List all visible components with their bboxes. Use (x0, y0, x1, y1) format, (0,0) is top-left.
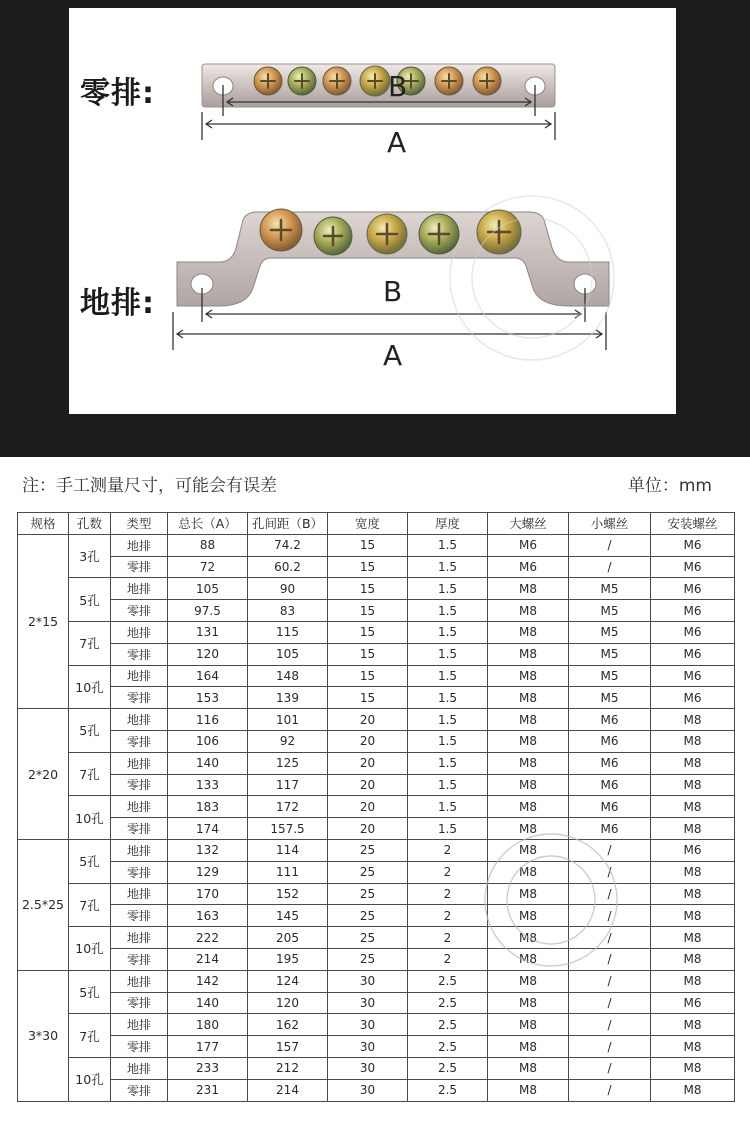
total-length-cell: 214 (168, 948, 248, 970)
width-cell: 15 (328, 556, 408, 578)
col-header: 类型 (111, 513, 168, 535)
hole-spacing-cell: 105 (248, 643, 328, 665)
mount-screw-cell: M8 (651, 774, 735, 796)
large-screw-cell: M8 (488, 600, 569, 622)
hole-spacing-cell: 117 (248, 774, 328, 796)
thickness-cell: 2 (408, 839, 488, 861)
table-row (18, 665, 735, 687)
total-length-cell: 132 (168, 839, 248, 861)
large-screw-cell: M6 (488, 556, 569, 578)
type-cell: 零排 (111, 948, 168, 970)
total-length-cell: 142 (168, 970, 248, 992)
large-screw-cell: M8 (488, 687, 569, 709)
width-cell: 15 (328, 665, 408, 687)
mount-screw-cell: M6 (651, 600, 735, 622)
product-photo-band (0, 0, 750, 457)
hole-count-cell: 10孔 (69, 927, 111, 971)
table-row (18, 621, 735, 643)
mount-screw-cell: M8 (651, 861, 735, 883)
width-cell: 20 (328, 818, 408, 840)
total-length-cell: 177 (168, 1036, 248, 1058)
col-header: 宽度 (328, 513, 408, 535)
col-header: 孔数 (69, 513, 111, 535)
total-length-cell: 116 (168, 709, 248, 731)
thickness-cell: 2.5 (408, 1079, 488, 1101)
table-row (18, 709, 735, 731)
large-screw-cell: M8 (488, 1014, 569, 1036)
spec-cell: 2*15 (18, 534, 69, 708)
small-screw-cell: / (569, 883, 651, 905)
hole-count-cell: 7孔 (69, 621, 111, 665)
col-header: 总长（A） (168, 513, 248, 535)
ground-dim-b: B (383, 275, 403, 308)
hole-spacing-cell: 145 (248, 905, 328, 927)
mount-screw-cell: M8 (651, 1079, 735, 1101)
col-header: 规格 (18, 513, 69, 535)
hole-count-cell: 7孔 (69, 752, 111, 796)
mount-screw-cell: M8 (651, 709, 735, 731)
thickness-cell: 2.5 (408, 992, 488, 1014)
total-length-cell: 140 (168, 752, 248, 774)
type-cell: 零排 (111, 643, 168, 665)
col-header: 安装螺丝 (651, 513, 735, 535)
mount-screw-cell: M8 (651, 927, 735, 949)
table-row (18, 818, 735, 840)
mount-screw-cell: M8 (651, 1036, 735, 1058)
thickness-cell: 2 (408, 905, 488, 927)
hole-count-cell: 5孔 (69, 970, 111, 1014)
thickness-cell: 1.5 (408, 600, 488, 622)
table-row (18, 1057, 735, 1079)
type-cell: 零排 (111, 905, 168, 927)
type-cell: 地排 (111, 796, 168, 818)
table-row (18, 752, 735, 774)
hole-spacing-cell: 157 (248, 1036, 328, 1058)
total-length-cell: 174 (168, 818, 248, 840)
table-row (18, 600, 735, 622)
table-row (18, 774, 735, 796)
mount-screw-cell: M6 (651, 665, 735, 687)
total-length-cell: 183 (168, 796, 248, 818)
mount-screw-cell: M6 (651, 534, 735, 556)
width-cell: 15 (328, 600, 408, 622)
small-screw-cell: M6 (569, 796, 651, 818)
large-screw-cell: M8 (488, 643, 569, 665)
total-length-cell: 233 (168, 1057, 248, 1079)
small-screw-cell: / (569, 927, 651, 949)
width-cell: 15 (328, 643, 408, 665)
table-row (18, 927, 735, 949)
table-row (18, 883, 735, 905)
col-header: 小螺丝 (569, 513, 651, 535)
small-screw-cell: / (569, 1057, 651, 1079)
hole-count-cell: 10孔 (69, 665, 111, 709)
type-cell: 地排 (111, 752, 168, 774)
mount-screw-cell: M8 (651, 1057, 735, 1079)
neutral-bar-label: 零排: (80, 76, 155, 111)
hole-count-cell: 3孔 (69, 534, 111, 578)
small-screw-cell: M5 (569, 643, 651, 665)
mount-screw-cell: M6 (651, 992, 735, 1014)
thickness-cell: 1.5 (408, 534, 488, 556)
large-screw-cell: M8 (488, 1036, 569, 1058)
thickness-cell: 1.5 (408, 687, 488, 709)
small-screw-cell: M6 (569, 709, 651, 731)
type-cell: 零排 (111, 861, 168, 883)
width-cell: 20 (328, 752, 408, 774)
width-cell: 15 (328, 578, 408, 600)
large-screw-cell: M8 (488, 927, 569, 949)
type-cell: 地排 (111, 1014, 168, 1036)
large-screw-cell: M8 (488, 1057, 569, 1079)
mount-screw-cell: M8 (651, 752, 735, 774)
table-row (18, 687, 735, 709)
width-cell: 30 (328, 1079, 408, 1101)
small-screw-cell: M5 (569, 621, 651, 643)
hole-count-cell: 10孔 (69, 1057, 111, 1101)
mount-screw-cell: M6 (651, 643, 735, 665)
type-cell: 零排 (111, 818, 168, 840)
type-cell: 地排 (111, 665, 168, 687)
hole-spacing-cell: 111 (248, 861, 328, 883)
type-cell: 地排 (111, 578, 168, 600)
width-cell: 30 (328, 1014, 408, 1036)
large-screw-cell: M8 (488, 861, 569, 883)
hole-spacing-cell: 162 (248, 1014, 328, 1036)
width-cell: 25 (328, 861, 408, 883)
thickness-cell: 2 (408, 948, 488, 970)
type-cell: 零排 (111, 1079, 168, 1101)
total-length-cell: 133 (168, 774, 248, 796)
width-cell: 30 (328, 970, 408, 992)
ground-dim-a: A (383, 339, 403, 372)
spec-table-body (18, 534, 735, 1101)
width-cell: 25 (328, 883, 408, 905)
hole-spacing-cell: 195 (248, 948, 328, 970)
mount-screw-cell: M8 (651, 730, 735, 752)
width-cell: 20 (328, 774, 408, 796)
large-screw-cell: M8 (488, 730, 569, 752)
hole-spacing-cell: 114 (248, 839, 328, 861)
thickness-cell: 1.5 (408, 556, 488, 578)
thickness-cell: 1.5 (408, 752, 488, 774)
type-cell: 地排 (111, 1057, 168, 1079)
thickness-cell: 1.5 (408, 730, 488, 752)
hole-spacing-cell: 152 (248, 883, 328, 905)
width-cell: 25 (328, 839, 408, 861)
mount-screw-cell: M8 (651, 818, 735, 840)
type-cell: 零排 (111, 730, 168, 752)
hole-spacing-cell: 90 (248, 578, 328, 600)
width-cell: 20 (328, 796, 408, 818)
thickness-cell: 2.5 (408, 970, 488, 992)
large-screw-cell: M8 (488, 796, 569, 818)
large-screw-cell: M8 (488, 992, 569, 1014)
table-row (18, 643, 735, 665)
small-screw-cell: M5 (569, 578, 651, 600)
table-row (18, 1079, 735, 1101)
type-cell: 零排 (111, 774, 168, 796)
large-screw-cell: M8 (488, 883, 569, 905)
col-header: 厚度 (408, 513, 488, 535)
width-cell: 15 (328, 687, 408, 709)
table-row (18, 534, 735, 556)
mount-screw-cell: M6 (651, 621, 735, 643)
total-length-cell: 163 (168, 905, 248, 927)
total-length-cell: 88 (168, 534, 248, 556)
large-screw-cell: M8 (488, 621, 569, 643)
table-header-row (18, 513, 735, 535)
thickness-cell: 2 (408, 861, 488, 883)
hole-spacing-cell: 148 (248, 665, 328, 687)
hole-spacing-cell: 214 (248, 1079, 328, 1101)
total-length-cell: 231 (168, 1079, 248, 1101)
total-length-cell: 222 (168, 927, 248, 949)
thickness-cell: 2 (408, 883, 488, 905)
table-row (18, 948, 735, 970)
total-length-cell: 106 (168, 730, 248, 752)
hole-spacing-cell: 120 (248, 992, 328, 1014)
type-cell: 零排 (111, 992, 168, 1014)
mount-screw-cell: M8 (651, 970, 735, 992)
width-cell: 30 (328, 1057, 408, 1079)
thickness-cell: 2.5 (408, 1014, 488, 1036)
large-screw-cell: M8 (488, 578, 569, 600)
table-row (18, 730, 735, 752)
total-length-cell: 131 (168, 621, 248, 643)
hole-spacing-cell: 124 (248, 970, 328, 992)
small-screw-cell: / (569, 905, 651, 927)
large-screw-cell: M8 (488, 752, 569, 774)
table-row (18, 1036, 735, 1058)
width-cell: 30 (328, 992, 408, 1014)
small-screw-cell: / (569, 1036, 651, 1058)
width-cell: 30 (328, 1036, 408, 1058)
total-length-cell: 140 (168, 992, 248, 1014)
thickness-cell: 1.5 (408, 818, 488, 840)
thickness-cell: 1.5 (408, 578, 488, 600)
table-row (18, 796, 735, 818)
hole-spacing-cell: 60.2 (248, 556, 328, 578)
width-cell: 25 (328, 905, 408, 927)
total-length-cell: 72 (168, 556, 248, 578)
total-length-cell: 105 (168, 578, 248, 600)
thickness-cell: 1.5 (408, 709, 488, 731)
large-screw-cell: M6 (488, 534, 569, 556)
hole-count-cell: 5孔 (69, 709, 111, 753)
type-cell: 地排 (111, 970, 168, 992)
type-cell: 地排 (111, 839, 168, 861)
total-length-cell: 153 (168, 687, 248, 709)
small-screw-cell: M5 (569, 665, 651, 687)
neutral-bar (202, 64, 555, 140)
hole-spacing-cell: 101 (248, 709, 328, 731)
col-header: 孔间距（B） (248, 513, 328, 535)
type-cell: 零排 (111, 687, 168, 709)
table-row (18, 556, 735, 578)
spec-cell: 2*20 (18, 709, 69, 840)
type-cell: 地排 (111, 927, 168, 949)
mount-screw-cell: M8 (651, 948, 735, 970)
small-screw-cell: M6 (569, 752, 651, 774)
type-cell: 地排 (111, 534, 168, 556)
thickness-cell: 1.5 (408, 643, 488, 665)
total-length-cell: 170 (168, 883, 248, 905)
type-cell: 零排 (111, 600, 168, 622)
small-screw-cell: / (569, 970, 651, 992)
total-length-cell: 97.5 (168, 600, 248, 622)
hole-count-cell: 7孔 (69, 883, 111, 927)
small-screw-cell: / (569, 839, 651, 861)
neutral-dim-b: B (388, 70, 408, 103)
small-screw-cell: / (569, 861, 651, 883)
width-cell: 20 (328, 730, 408, 752)
total-length-cell: 180 (168, 1014, 248, 1036)
width-cell: 15 (328, 621, 408, 643)
hole-count-cell: 7孔 (69, 1014, 111, 1058)
spec-table (17, 512, 735, 1102)
spec-cell: 2.5*25 (18, 839, 69, 970)
thickness-cell: 1.5 (408, 796, 488, 818)
small-screw-cell: M6 (569, 730, 651, 752)
small-screw-cell: / (569, 556, 651, 578)
table-row (18, 861, 735, 883)
spec-cell: 3*30 (18, 970, 69, 1101)
hole-count-cell: 5孔 (69, 578, 111, 622)
product-photo (69, 8, 676, 414)
large-screw-cell: M8 (488, 905, 569, 927)
large-screw-cell: M8 (488, 774, 569, 796)
type-cell: 地排 (111, 709, 168, 731)
hole-spacing-cell: 172 (248, 796, 328, 818)
thickness-cell: 1.5 (408, 665, 488, 687)
hole-count-cell: 5孔 (69, 839, 111, 883)
hole-spacing-cell: 115 (248, 621, 328, 643)
width-cell: 25 (328, 948, 408, 970)
hole-spacing-cell: 83 (248, 600, 328, 622)
table-row (18, 578, 735, 600)
large-screw-cell: M8 (488, 818, 569, 840)
small-screw-cell: / (569, 1014, 651, 1036)
type-cell: 地排 (111, 883, 168, 905)
small-screw-cell: / (569, 992, 651, 1014)
width-cell: 20 (328, 709, 408, 731)
measurement-note: 注：手工测量尺寸，可能会有误差 (22, 476, 277, 496)
hole-spacing-cell: 157.5 (248, 818, 328, 840)
table-row (18, 992, 735, 1014)
mount-screw-cell: M6 (651, 839, 735, 861)
neutral-dim-a: A (387, 126, 407, 159)
thickness-cell: 2.5 (408, 1036, 488, 1058)
large-screw-cell: M8 (488, 839, 569, 861)
busbar-illustration (69, 8, 676, 414)
hole-spacing-cell: 139 (248, 687, 328, 709)
hole-count-cell: 10孔 (69, 796, 111, 840)
hole-spacing-cell: 212 (248, 1057, 328, 1079)
small-screw-cell: / (569, 534, 651, 556)
mount-screw-cell: M8 (651, 796, 735, 818)
small-screw-cell: / (569, 1079, 651, 1101)
type-cell: 零排 (111, 1036, 168, 1058)
small-screw-cell: / (569, 948, 651, 970)
mount-screw-cell: M6 (651, 687, 735, 709)
width-cell: 15 (328, 534, 408, 556)
total-length-cell: 120 (168, 643, 248, 665)
hole-spacing-cell: 74.2 (248, 534, 328, 556)
large-screw-cell: M8 (488, 970, 569, 992)
thickness-cell: 1.5 (408, 774, 488, 796)
thickness-cell: 2 (408, 927, 488, 949)
hole-spacing-cell: 125 (248, 752, 328, 774)
thickness-cell: 1.5 (408, 621, 488, 643)
large-screw-cell: M8 (488, 1079, 569, 1101)
hole-spacing-cell: 205 (248, 927, 328, 949)
type-cell: 地排 (111, 621, 168, 643)
ground-bar-label: 地排: (80, 286, 155, 321)
total-length-cell: 129 (168, 861, 248, 883)
large-screw-cell: M8 (488, 665, 569, 687)
small-screw-cell: M5 (569, 600, 651, 622)
small-screw-cell: M6 (569, 774, 651, 796)
large-screw-cell: M8 (488, 709, 569, 731)
table-row (18, 1014, 735, 1036)
col-header: 大螺丝 (488, 513, 569, 535)
total-length-cell: 164 (168, 665, 248, 687)
mount-screw-cell: M6 (651, 578, 735, 600)
mount-screw-cell: M8 (651, 905, 735, 927)
hole-spacing-cell: 92 (248, 730, 328, 752)
table-row (18, 970, 735, 992)
table-row (18, 839, 735, 861)
table-row (18, 905, 735, 927)
mount-screw-cell: M8 (651, 1014, 735, 1036)
thickness-cell: 2.5 (408, 1057, 488, 1079)
small-screw-cell: M6 (569, 818, 651, 840)
large-screw-cell: M8 (488, 948, 569, 970)
type-cell: 零排 (111, 556, 168, 578)
width-cell: 25 (328, 927, 408, 949)
unit-label: 单位：mm (627, 476, 712, 496)
mount-screw-cell: M6 (651, 556, 735, 578)
small-screw-cell: M5 (569, 687, 651, 709)
mount-screw-cell: M8 (651, 883, 735, 905)
